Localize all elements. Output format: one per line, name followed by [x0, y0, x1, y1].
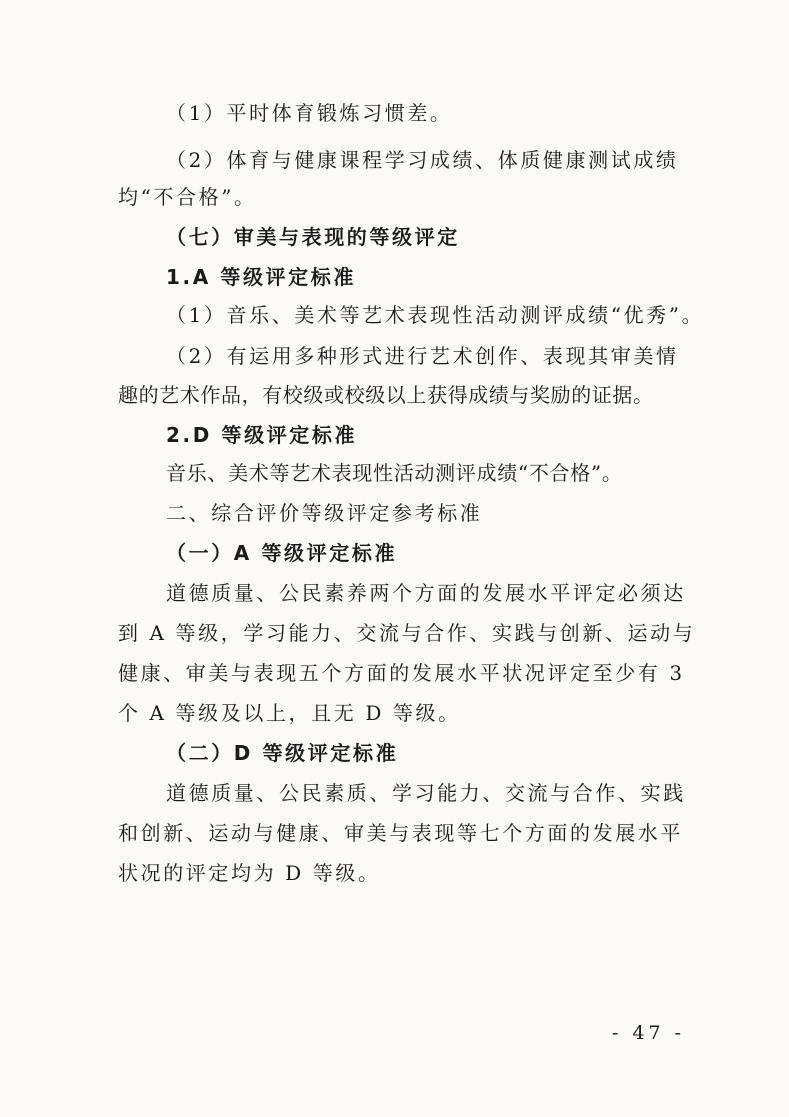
paragraph-line: 趣的艺术作品，有校级或校级以上获得成绩与奖励的证据。 — [118, 383, 654, 407]
paragraph-line: 到 A 等级，学习能力、交流与合作、实践与创新、运动与 — [118, 621, 696, 645]
subsection-heading: （一）A 等级评定标准 — [166, 541, 398, 565]
paragraph-line: 和创新、运动与健康、审美与表现等七个方面的发展水平 — [118, 821, 683, 845]
paragraph-line: 状况的评定均为 D 等级。 — [118, 861, 381, 885]
paragraph-line: 音乐、美术等艺术表现性活动测评成绩“不合格”。 — [166, 461, 623, 485]
paragraph-line: （1）音乐、美术等艺术表现性活动测评成绩“优秀”。 — [166, 303, 705, 327]
section-heading: （七）审美与表现的等级评定 — [166, 225, 460, 249]
page-number: - 47 - — [612, 1022, 686, 1044]
section-heading: 二、综合评价等级评定参考标准 — [166, 501, 483, 525]
paragraph-line: 道德质量、公民素质、学习能力、交流与合作、实践 — [166, 781, 686, 805]
subsection-heading: 1.A 等级评定标准 — [166, 265, 356, 289]
paragraph-line: （2）有运用多种形式进行艺术创作、表现其审美情 — [166, 344, 679, 368]
paragraph-line: （2）体育与健康课程学习成绩、体质健康测试成绩 — [166, 148, 679, 172]
paragraph-line: 均“不合格”。 — [118, 185, 257, 209]
subsection-heading: 2.D 等级评定标准 — [166, 423, 358, 447]
paragraph-line: （1）平时体育锻炼习惯差。 — [166, 101, 453, 125]
paragraph-line: 健康、审美与表现五个方面的发展水平状况评定至少有 3 — [118, 661, 685, 685]
paragraph-line: 道德质量、公民素养两个方面的发展水平评定必须达 — [166, 581, 686, 605]
paragraph-line: 个 A 等级及以上，且无 D 等级。 — [118, 701, 461, 725]
subsection-heading: （二）D 等级评定标准 — [166, 741, 399, 765]
